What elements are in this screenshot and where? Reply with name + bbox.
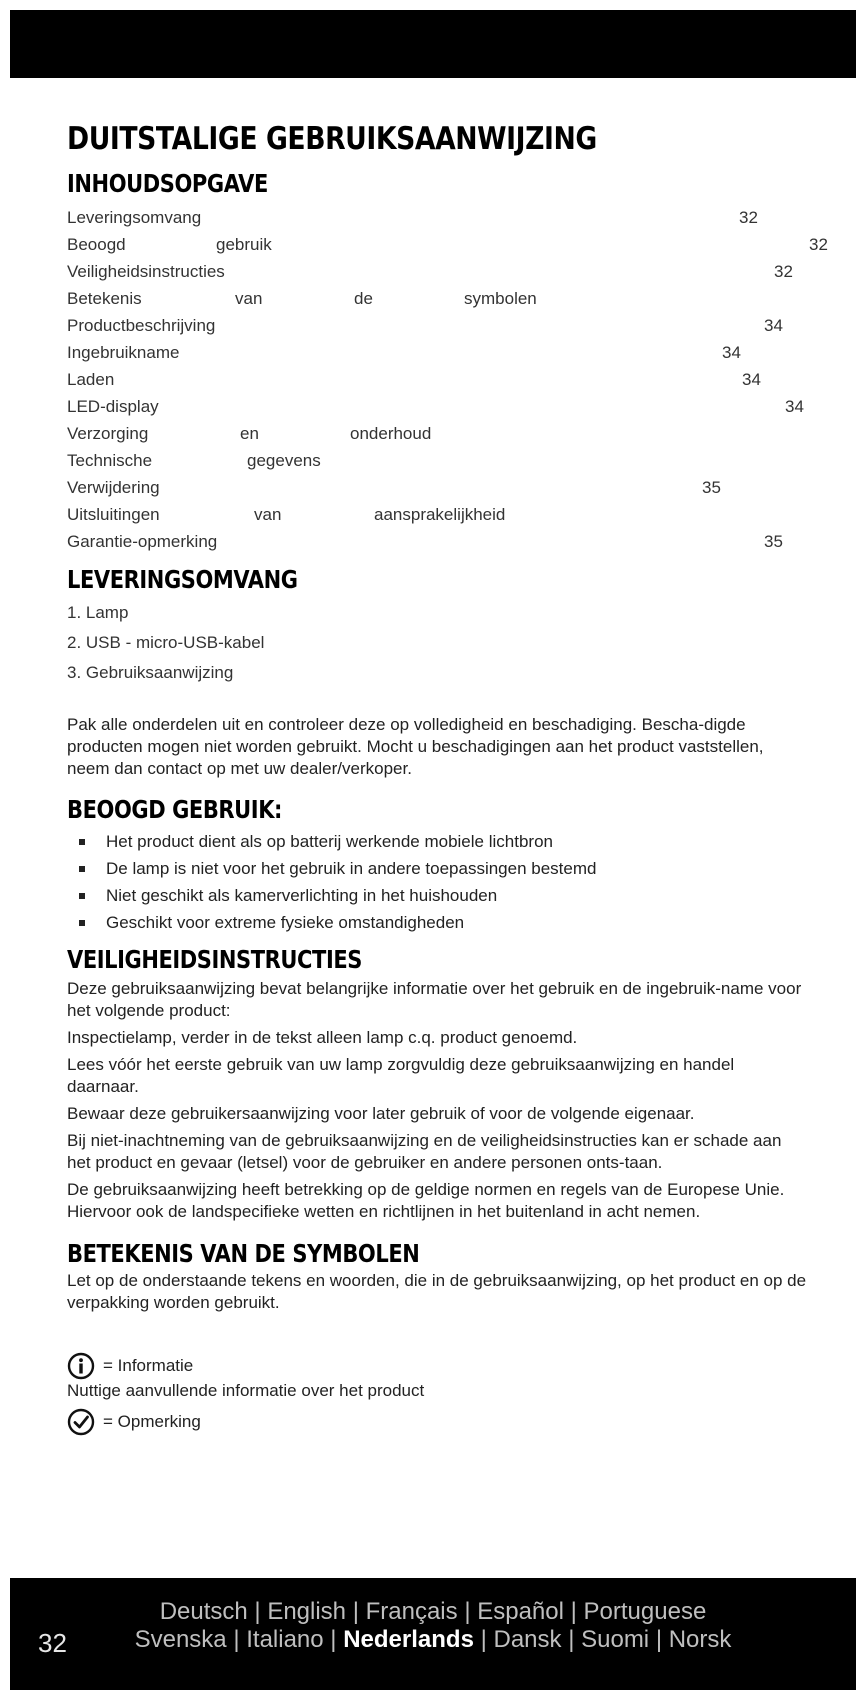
- toc-entry: van: [254, 505, 282, 524]
- separator: |: [330, 1626, 337, 1653]
- language-link-english[interactable]: English: [267, 1598, 347, 1625]
- list-item: 2. USB - micro-USB-kabel: [67, 633, 265, 652]
- toc-entry: Productbeschrijving: [67, 316, 216, 335]
- safety-paragraph: Bij niet-inachtneming van de gebruiksaanwijzing en de veiligheidsinstructies kan er schade aan het product en gevaar (letsel) voor de gebruiker en andere personen onts-taan.: [67, 1131, 782, 1172]
- toc-entry: Garantie-opmerking: [67, 532, 218, 551]
- toc-row: [67, 420, 847, 447]
- toc-row: [67, 204, 847, 231]
- toc-row: [67, 258, 847, 285]
- toc-entry: en: [240, 424, 259, 443]
- language-link-dansk[interactable]: Dansk: [493, 1626, 562, 1653]
- toc-row: [67, 474, 847, 501]
- safety-paragraph: Inspectielamp, verder in de tekst alleen lamp c.q. product genoemd.: [67, 1028, 578, 1047]
- list-item: 3. Gebruiksaanwijzing: [67, 663, 234, 682]
- list-item: 1. Lamp: [67, 603, 129, 622]
- info-label: = Informatie: [103, 1356, 194, 1375]
- toc-page: 34: [764, 316, 783, 335]
- info-circle-icon: [67, 1352, 95, 1380]
- language-line-2: [10, 1626, 856, 1654]
- separator: |: [655, 1626, 663, 1653]
- intended-use-list: [67, 828, 807, 936]
- toc-entry: gebruik: [216, 235, 272, 254]
- toc-entry: symbolen: [464, 289, 537, 308]
- toc-row: [67, 339, 847, 366]
- symbols-heading: BETEKENIS VAN DE SYMBOLEN: [67, 1239, 420, 1268]
- toc-entry: Verwijdering: [67, 478, 160, 497]
- toc-page: 34: [742, 370, 761, 389]
- info-description: Nuttige aanvullende informatie over het product: [67, 1381, 425, 1400]
- toc-page: 32: [809, 235, 828, 254]
- toc-entry: Technische: [67, 451, 153, 470]
- toc-entry: gegevens: [247, 451, 321, 470]
- safety-paragraph: Bewaar deze gebruikersaanwijzing voor later gebruik of voor de volgende eigenaar.: [67, 1104, 695, 1123]
- toc-entry: LED-display: [67, 397, 159, 416]
- symbols-intro: Let op de onderstaande tekens en woorden, die in de gebruiksaanwijzing, op het product en op de verpakking worden gebruikt.: [67, 1271, 807, 1312]
- note-label: = Opmerking: [103, 1412, 201, 1431]
- toc-row: [67, 393, 847, 420]
- toc-entry: de: [354, 289, 373, 308]
- separator: |: [352, 1598, 359, 1625]
- toc-entry: Leveringsomvang: [67, 208, 202, 227]
- list-item: De lamp is niet voor het gebruik in andere toepassingen bestemd: [67, 855, 807, 882]
- intended-use-heading: BEOOGD GEBRUIK:: [67, 795, 283, 824]
- toc-page: 35: [702, 478, 721, 497]
- separator: |: [570, 1598, 577, 1625]
- toc-row: [67, 231, 847, 258]
- language-link-norsk[interactable]: Norsk: [668, 1626, 732, 1653]
- toc-row: [67, 528, 847, 555]
- language-link-portuguese[interactable]: Portuguese: [583, 1598, 707, 1625]
- language-link-suomi[interactable]: Suomi: [581, 1626, 650, 1653]
- toc-entry: Betekenis: [67, 289, 142, 308]
- language-link-deutsch[interactable]: Deutsch: [159, 1598, 248, 1625]
- toc-entry: van: [235, 289, 263, 308]
- safety-paragraph: De gebruiksaanwijzing heeft betrekking op de geldige normen en regels van de Europese Unie. Hiervoor ook de landspecifieke wetten en richtlijnen in het buitenland in acht nemen.: [67, 1180, 785, 1221]
- toc-row: [67, 501, 847, 528]
- toc-page: 32: [774, 262, 793, 281]
- language-link-espanol[interactable]: Español: [477, 1598, 564, 1625]
- toc-row: [67, 366, 847, 393]
- toc-entry: onderhoud: [350, 424, 432, 443]
- language-link-francais[interactable]: Français: [365, 1598, 458, 1625]
- toc-entry: aansprakelijkheid: [374, 505, 506, 524]
- delivery-heading: LEVERINGSOMVANG: [67, 565, 298, 594]
- language-link-nederlands[interactable]: Nederlands: [343, 1626, 474, 1653]
- note-symbol-row: [67, 1404, 807, 1440]
- top-bar: [10, 10, 856, 78]
- list-item: Geschikt voor extreme fysieke omstandigheden: [67, 909, 807, 936]
- language-footer: [10, 1578, 856, 1690]
- list-item: Niet geschikt als kamerverlichting in het huishouden: [67, 882, 807, 909]
- separator: |: [568, 1626, 575, 1653]
- language-link-svenska[interactable]: Svenska: [134, 1626, 227, 1653]
- table-of-contents: [67, 204, 828, 556]
- toc-entry: Verzorging: [67, 424, 149, 443]
- language-line-1: [10, 1598, 856, 1626]
- toc-page: 34: [785, 397, 804, 416]
- toc-page: 35: [764, 532, 783, 551]
- checkmark-circle-icon: [67, 1408, 95, 1436]
- language-link-italiano[interactable]: Italiano: [246, 1626, 324, 1653]
- document-title: DUITSTALIGE GEBRUIKSAANWIJZING: [67, 121, 597, 157]
- safety-paragraph: Lees vóór het eerste gebruik van uw lamp zorgvuldig deze gebruiksaanwijzing en handel daarnaar.: [67, 1055, 735, 1096]
- separator: |: [480, 1626, 487, 1653]
- delivery-list: [67, 598, 807, 688]
- toc-entry: Beoogd: [67, 235, 126, 254]
- page-content: [67, 118, 828, 1440]
- page-number: 32: [38, 1628, 67, 1658]
- toc-page: 34: [722, 343, 741, 362]
- delivery-note: Pak alle onderdelen uit en controleer deze op volledigheid en beschadiging. Bescha-digde producten mogen niet worden gebruikt. Mocht u beschadigingen aan het product vaststellen, neem dan contact op met uw dealer/verkoper.: [67, 715, 764, 778]
- toc-heading: INHOUDSOPGAVE: [67, 169, 268, 198]
- toc-entry: Ingebruikname: [67, 343, 180, 362]
- separator: |: [464, 1598, 471, 1625]
- toc-row: [67, 447, 847, 474]
- info-symbol-row: [67, 1348, 807, 1384]
- toc-page: 32: [739, 208, 758, 227]
- toc-entry: Laden: [67, 370, 115, 389]
- list-item: Het product dient als op batterij werkende mobiele lichtbron: [67, 828, 807, 855]
- toc-row: [67, 312, 847, 339]
- safety-paragraph: Deze gebruiksaanwijzing bevat belangrijke informatie over het gebruik en de ingebruik-name voor het volgende product:: [67, 979, 802, 1020]
- toc-row: [67, 285, 847, 312]
- toc-entry: Veiligheidsinstructies: [67, 262, 225, 281]
- toc-entry: Uitsluitingen: [67, 505, 160, 524]
- separator: |: [254, 1598, 261, 1625]
- separator: |: [233, 1626, 240, 1653]
- safety-heading: VEILIGHEIDSINSTRUCTIES: [67, 945, 362, 974]
